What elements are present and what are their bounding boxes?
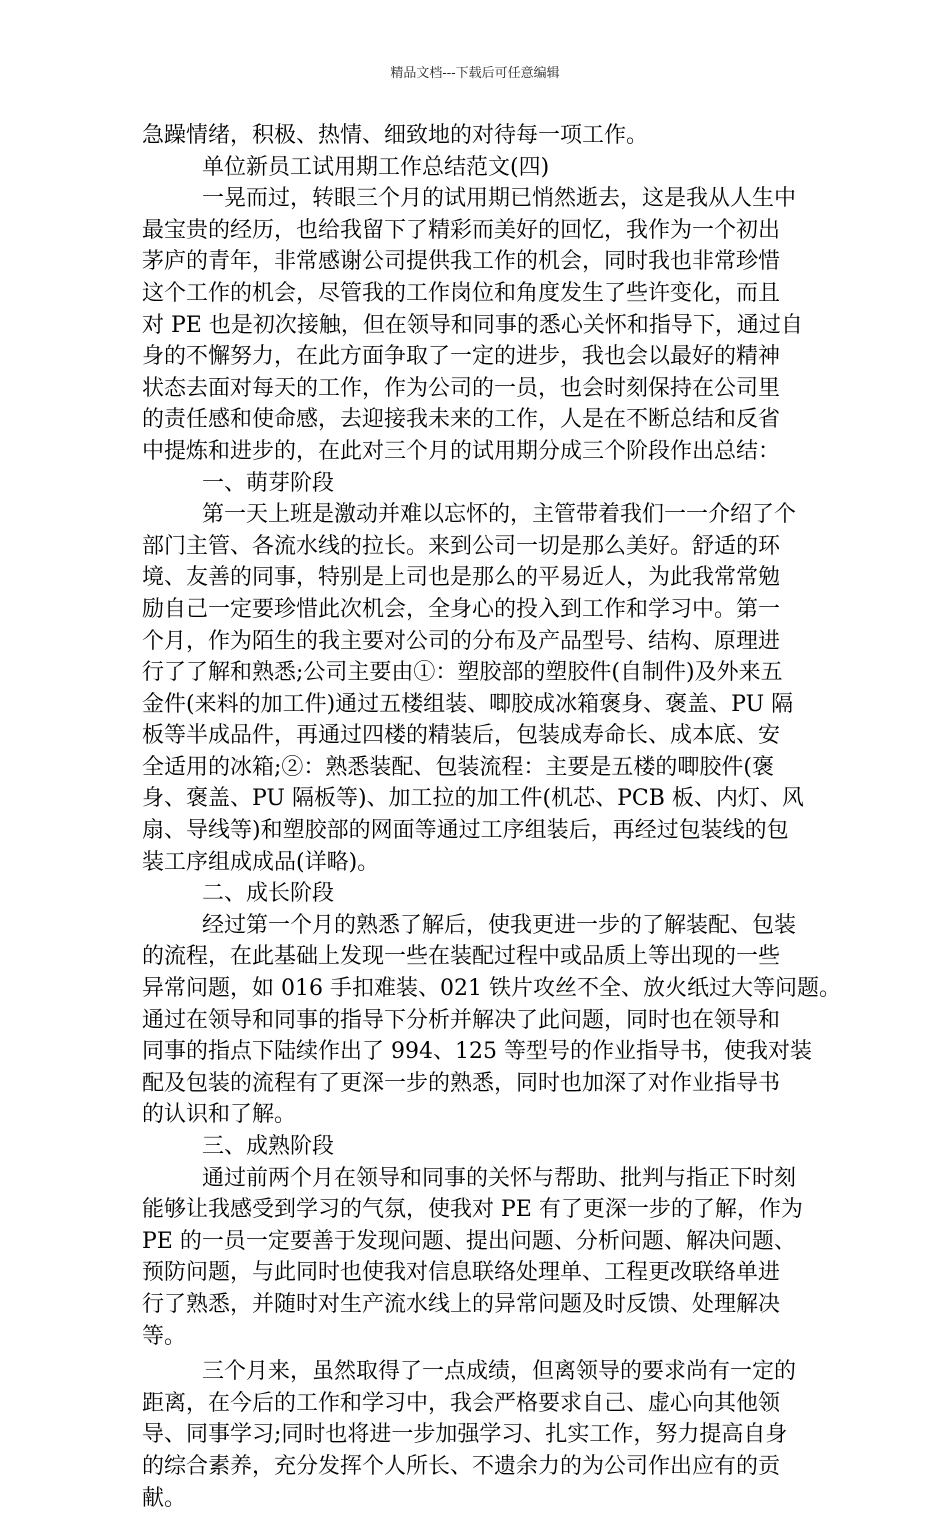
document-body [142, 120, 841, 1514]
text-line: 身的不懈努力，在此方面争取了一定的进步，我也会以最好的精神 [142, 344, 781, 370]
text-line: 状态去面对每天的工作，作为公司的一员，也会时刻保持在公司里 [142, 375, 781, 401]
text-line: 装工序组成成品(详略)。 [142, 849, 380, 875]
text-line: 的综合素养，充分发挥个人所长、不遗余力的为公司作出应有的贡 [142, 1453, 781, 1479]
text-line: 身、褒盖、PU 隔板等)、加工拉的加工件(机芯、PCB 板、内灯、风 [142, 786, 804, 812]
text-line: 等。 [142, 1323, 187, 1349]
text-line: 全适用的冰箱;②：熟悉装配、包装流程：主要是五楼的唧胶件(褒 [142, 754, 774, 780]
text-line: 中提炼和进步的，在此对三个月的试用期分成三个阶段作出总结： [142, 438, 781, 464]
text-line: 板等半成品件，再通过四楼的精装后，包装成寿命长、成本底、安 [142, 723, 781, 749]
text-line: 二、成长阶段 [202, 881, 335, 907]
text-line: 三个月来，虽然取得了一点成绩，但离领导的要求尚有一定的 [202, 1359, 797, 1385]
text-line: 金件(来料的加工件)通过五楼组装、唧胶成冰箱褒身、褒盖、PU 隔 [142, 691, 794, 717]
text-line: 对 PE 也是初次接触，但在领导和同事的悉心关怀和指导下，通过自 [142, 312, 803, 338]
text-line: 导、同事学习;同时也将进一步加强学习、扎实工作，努力提高自身 [142, 1422, 788, 1448]
text-line: 距离，在今后的工作和学习中，我会严格要求自己、虚心向其他领 [142, 1390, 781, 1416]
text-line: 行了熟悉，并随时对生产流水线上的异常问题及时反馈、处理解决 [142, 1291, 781, 1317]
text-line: 的责任感和使命感，去迎接我未来的工作，人是在不断总结和反省 [142, 407, 781, 433]
text-line: 通过前两个月在领导和同事的关怀与帮助、批判与指正下时刻 [202, 1165, 797, 1191]
text-line: 这个工作的机会，尽管我的工作岗位和角度发生了些许变化，而且 [142, 280, 781, 306]
text-line: 扇、导线等)和塑胶部的网面等通过工序组装后，再经过包装线的包 [142, 818, 789, 844]
text-line: 最宝贵的经历，也给我留下了精彩而美好的回忆，我作为一个初出 [142, 217, 781, 243]
text-line: 一晃而过，转眼三个月的试用期已悄然逝去，这是我从人生中 [202, 186, 797, 212]
text-line: 茅庐的青年，非常感谢公司提供我工作的机会，同时我也非常珍惜 [142, 249, 781, 275]
text-line: 通过在领导和同事的指导下分析并解决了此问题，同时也在领导和 [142, 1007, 781, 1033]
text-line: 同事的指点下陆续作出了 994、125 等型号的作业指导书，使我对装 [142, 1039, 812, 1065]
text-line: 经过第一个月的熟悉了解后，使我更进一步的了解装配、包装 [202, 912, 797, 938]
text-line: 境、友善的同事，特别是上司也是那么的平易近人，为此我常常勉 [142, 565, 781, 591]
text-line: 第一天上班是激动并难以忘怀的，主管带着我们一一介绍了个 [202, 502, 797, 528]
text-line: 的认识和了解。 [142, 1102, 297, 1128]
text-line: 一、萌芽阶段 [202, 470, 335, 496]
text-line: 能够让我感受到学习的气氛，使我对 PE 有了更深一步的了解，作为 [142, 1197, 803, 1223]
text-line: 励自己一定要珍惜此次机会，全身心的投入到工作和学习中。第一 [142, 596, 781, 622]
text-line: 预防问题，与此同时也使我对信息联络处理单、工程更改联络单进 [142, 1260, 781, 1286]
page-header: 精品文档---下载后可任意编辑 [390, 66, 560, 81]
text-line: 个月，作为陌生的我主要对公司的分布及产品型号、结构、原理进 [142, 628, 781, 654]
text-line: 单位新员工试用期工作总结范文(四) [202, 154, 550, 180]
text-line: 献。 [142, 1485, 187, 1511]
text-line: 部门主管、各流水线的拉长。来到公司一切是那么美好。舒适的环 [142, 533, 781, 559]
text-line: 三、成熟阶段 [202, 1134, 335, 1159]
text-line: 异常问题，如 016 手扣难装、021 铁片攻丝不全、放火纸过大等问题。 [142, 976, 841, 1002]
text-line: 急躁情绪，积极、热情、细致地的对待每一项工作。 [142, 123, 649, 148]
text-line: 行了了解和熟悉;公司主要由①：塑胶部的塑胶件(自制件)及外来五 [142, 660, 783, 686]
text-line: 的流程，在此基础上发现一些在装配过程中或品质上等出现的一些 [142, 944, 781, 970]
text-line: 配及包装的流程有了更深一步的熟悉，同时也加深了对作业指导书 [142, 1070, 781, 1096]
text-line: PE 的一员一定要善于发现问题、提出问题、分析问题、解决问题、 [142, 1228, 796, 1254]
